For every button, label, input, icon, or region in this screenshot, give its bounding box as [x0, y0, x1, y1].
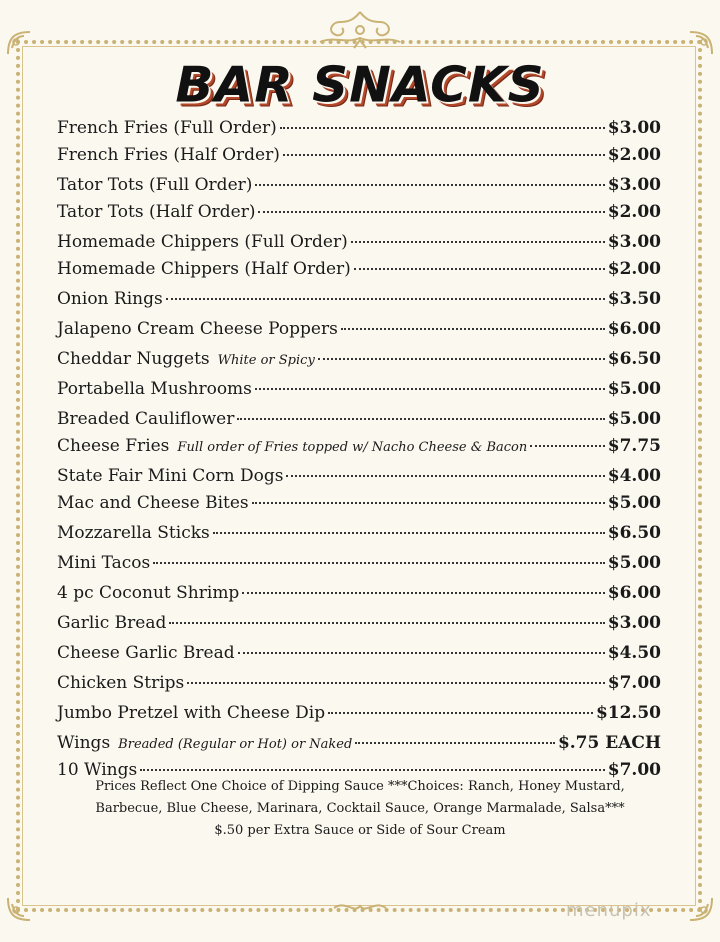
menu-item-price: $6.00 — [607, 319, 661, 339]
menu-item — [57, 259, 661, 286]
menu-item-price: $12.50 — [595, 703, 661, 723]
dot-leader — [530, 432, 605, 447]
menu-item-name: State Fair Mini Corn Dogs — [57, 466, 284, 486]
menu-item — [57, 673, 661, 700]
page-title: BAR SNACKS — [175, 56, 545, 114]
dot-leader — [166, 285, 605, 300]
menu-item-name: Wings — [57, 733, 111, 753]
corner-ornament-top-left — [4, 28, 34, 58]
menu-item-name: Portabella Mushrooms — [57, 379, 252, 399]
dot-leader — [153, 549, 604, 564]
menu-item-price: $3.50 — [607, 289, 661, 309]
menu-item-price: $4.00 — [607, 466, 661, 486]
menu-item-name: French Fries (Half Order) — [57, 145, 280, 165]
menu-item — [57, 703, 661, 730]
corner-ornament-bottom-right — [686, 894, 716, 924]
menu-item-price: $5.00 — [607, 553, 661, 573]
menu-item-name: Jumbo Pretzel with Cheese Dip — [57, 703, 326, 723]
menu-item-price: $2.00 — [607, 202, 661, 222]
dot-leader — [237, 405, 604, 420]
dot-leader — [242, 579, 604, 594]
dot-leader — [286, 462, 604, 477]
menu-item-name: Mac and Cheese Bites — [57, 493, 249, 513]
menu-item-name: Chicken Strips — [57, 673, 185, 693]
dot-leader — [354, 255, 605, 270]
menu-item-price: $6.00 — [607, 583, 661, 603]
dot-leader — [283, 141, 605, 156]
dot-leader — [213, 519, 605, 534]
menu-item-name: Tator Tots (Full Order) — [57, 175, 253, 195]
dot-leader — [140, 756, 605, 771]
menu-item — [57, 613, 661, 640]
menu-item-name: Cheddar Nuggets — [57, 349, 210, 369]
sauce-note-line-1: Prices Reflect One Choice of Dipping Sauce ***Choices: Ranch, Honey Mustard, — [95, 779, 625, 794]
dot-leader — [351, 228, 605, 243]
menu-item — [57, 379, 661, 406]
menu-item-name: Cheese Fries — [57, 436, 170, 456]
menu-item — [57, 493, 661, 520]
dot-leader — [187, 669, 604, 684]
menu-list — [57, 118, 661, 787]
menu-item-price: $3.00 — [607, 232, 661, 252]
menu-item-price: $2.00 — [607, 145, 661, 165]
menu-item-price: $4.50 — [607, 643, 661, 663]
menu-item-price: $3.00 — [607, 175, 661, 195]
top-flourish-ornament — [310, 8, 410, 52]
menu-item-name: Onion Rings — [57, 289, 163, 309]
watermark: menupix — [566, 900, 652, 921]
menu-item-price: $7.00 — [607, 760, 661, 780]
dot-leader — [341, 315, 605, 330]
menu-item-note: White or Spicy — [217, 353, 315, 368]
sauce-note-line-3: $.50 per Extra Sauce or Side of Sour Cream — [214, 823, 506, 838]
dot-leader — [255, 171, 604, 186]
dot-leader — [258, 198, 604, 213]
menu-item-price: $.75 EACH — [557, 733, 661, 753]
menu-item-name: Breaded Cauliflower — [57, 409, 235, 429]
menu-item-price: $5.00 — [607, 379, 661, 399]
dot-leader — [169, 609, 604, 624]
menu-item-name: Mozzarella Sticks — [57, 523, 210, 543]
bottom-flourish-ornament — [330, 898, 390, 916]
menu-item-price: $6.50 — [607, 523, 661, 543]
menu-item-price: $7.75 — [607, 436, 661, 456]
menu-item-price: $5.00 — [607, 493, 661, 513]
menu-item-name: 4 pc Coconut Shrimp — [57, 583, 240, 603]
dot-leader — [252, 489, 605, 504]
menu-item-price: $5.00 — [607, 409, 661, 429]
dot-leader — [238, 639, 605, 654]
sauce-note — [40, 776, 680, 842]
menu-item-price: $6.50 — [607, 349, 661, 369]
menu-item — [57, 202, 661, 229]
menu-item-name: Jalapeno Cream Cheese Poppers — [57, 319, 338, 339]
menu-item-name: French Fries (Full Order) — [57, 118, 277, 138]
menu-item — [57, 319, 661, 346]
dot-leader — [280, 114, 605, 129]
menu-item-price: $7.00 — [607, 673, 661, 693]
menu-item-name: Garlic Bread — [57, 613, 167, 633]
menu-item-price: $3.00 — [607, 613, 661, 633]
menu-item-price: $3.00 — [607, 118, 661, 138]
sauce-note-line-2: Barbecue, Blue Cheese, Marinara, Cocktail Sauce, Orange Marmalade, Salsa*** — [95, 801, 625, 816]
dot-leader — [255, 375, 605, 390]
menu-item — [57, 583, 661, 610]
menu-item — [57, 643, 661, 670]
corner-ornament-top-right — [686, 28, 716, 58]
dot-leader — [355, 729, 555, 744]
menu-item — [57, 289, 661, 316]
menu-item — [57, 436, 661, 463]
menu-item-name: Mini Tacos — [57, 553, 151, 573]
menu-item-price: $2.00 — [607, 259, 661, 279]
menu-item-name: Homemade Chippers (Full Order) — [57, 232, 348, 252]
menu-item-note: Breaded (Regular or Hot) or Naked — [118, 737, 353, 752]
menu-item — [57, 523, 661, 550]
menu-item-note: Full order of Fries topped w/ Nacho Cheese & Bacon — [177, 440, 528, 455]
dot-leader — [328, 699, 593, 714]
menu-item — [57, 553, 661, 580]
menu-item — [57, 145, 661, 172]
menu-item — [57, 349, 661, 376]
corner-ornament-bottom-left — [4, 894, 34, 924]
menu-item-name: Homemade Chippers (Half Order) — [57, 259, 351, 279]
dot-leader — [318, 345, 605, 360]
menu-item-name: 10 Wings — [57, 760, 138, 780]
menu-item-name: Cheese Garlic Bread — [57, 643, 235, 663]
menu-item-name: Tator Tots (Half Order) — [57, 202, 256, 222]
